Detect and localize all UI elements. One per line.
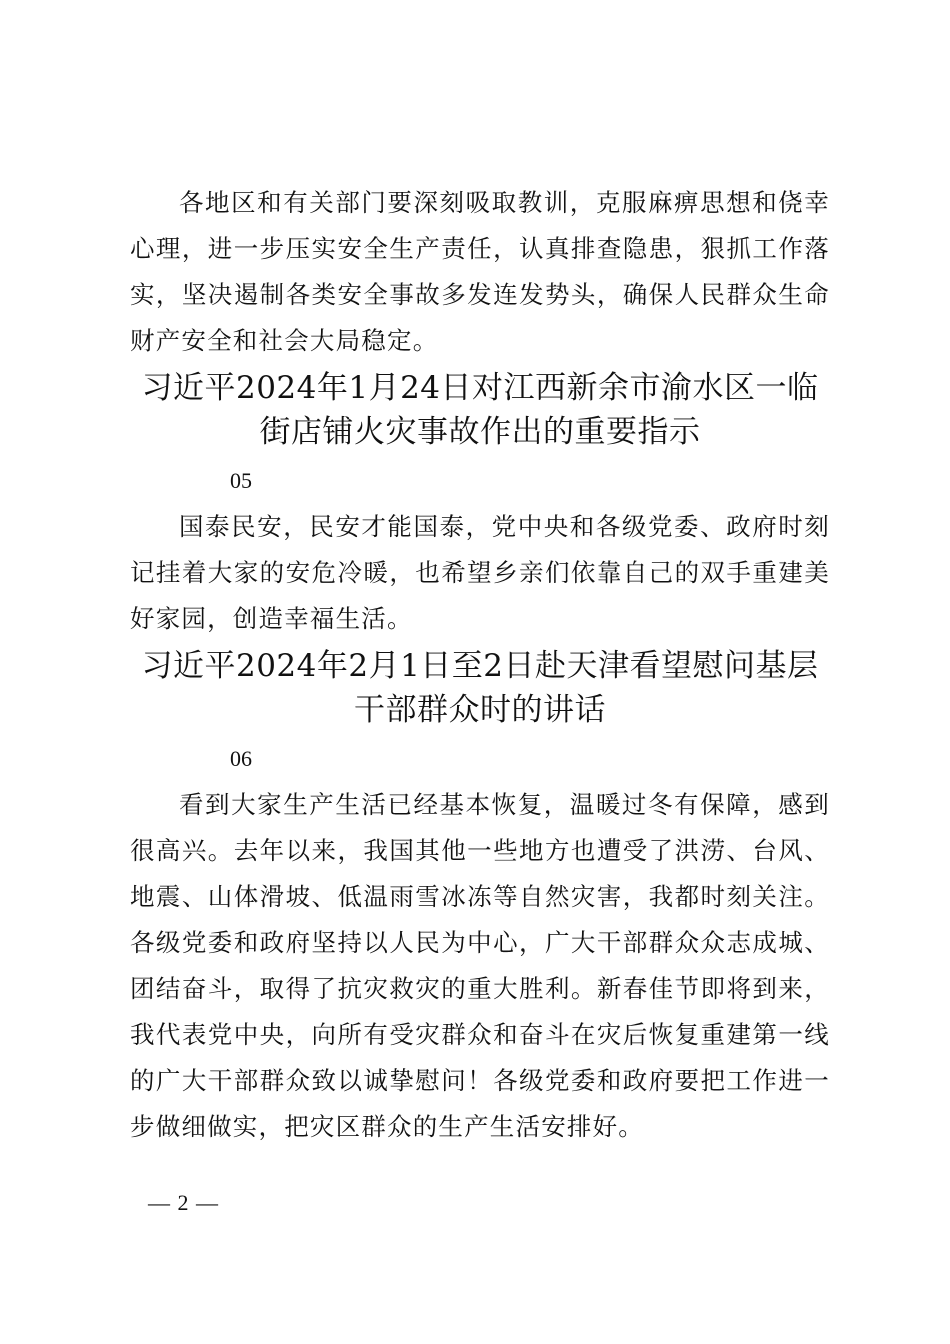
document-body bbox=[130, 180, 830, 1150]
section-heading-1: 习近平2024年1月24日对江西新余市渝水区一临街店铺火灾事故作出的重要指示 bbox=[141, 370, 819, 450]
section-heading-2: 习近平2024年2月1日至2日赴天津看望慰问基层干部群众时的讲话 bbox=[141, 648, 819, 728]
section-number-06: 06 bbox=[230, 746, 252, 771]
paragraph-06: 看到大家生产生活已经基本恢复，温暖过冬有保障，感到很高兴。去年以来，我国其他一些地方也遭受了洪涝、台风、地震、山体滑坡、低温雨雪冰冻等自然灾害，我都时刻关注。各级党委和政府坚持以人民为中心，广大干部群众众志成城、团结奋斗，取得了抗灾救灾的重大胜利。新春佳节即将到来，我代表党中央，向所有受灾群众和奋斗在灾后恢复重建第一线的广大干部群众致以诚挚慰问！各级党委和政府要把工作进一步做细做实，把灾区群众的生产生活安排好。 bbox=[130, 790, 830, 1141]
section-number-05: 05 bbox=[230, 468, 252, 493]
page-number: — 2 — bbox=[148, 1190, 219, 1215]
intro-paragraph: 各地区和有关部门要深刻吸取教训，克服麻痹思想和侥幸心理，进一步压实安全生产责任，认真排查隐患，狠抓工作落实，坚决遏制各类安全事故多发连发势头，确保人民群众生命财产安全和社会大局稳定。 bbox=[130, 188, 830, 355]
paragraph-05: 国泰民安，民安才能国泰，党中央和各级党委、政府时刻记挂着大家的安危冷暖，也希望乡亲们依靠自己的双手重建美好家园，创造幸福生活。 bbox=[130, 512, 830, 633]
